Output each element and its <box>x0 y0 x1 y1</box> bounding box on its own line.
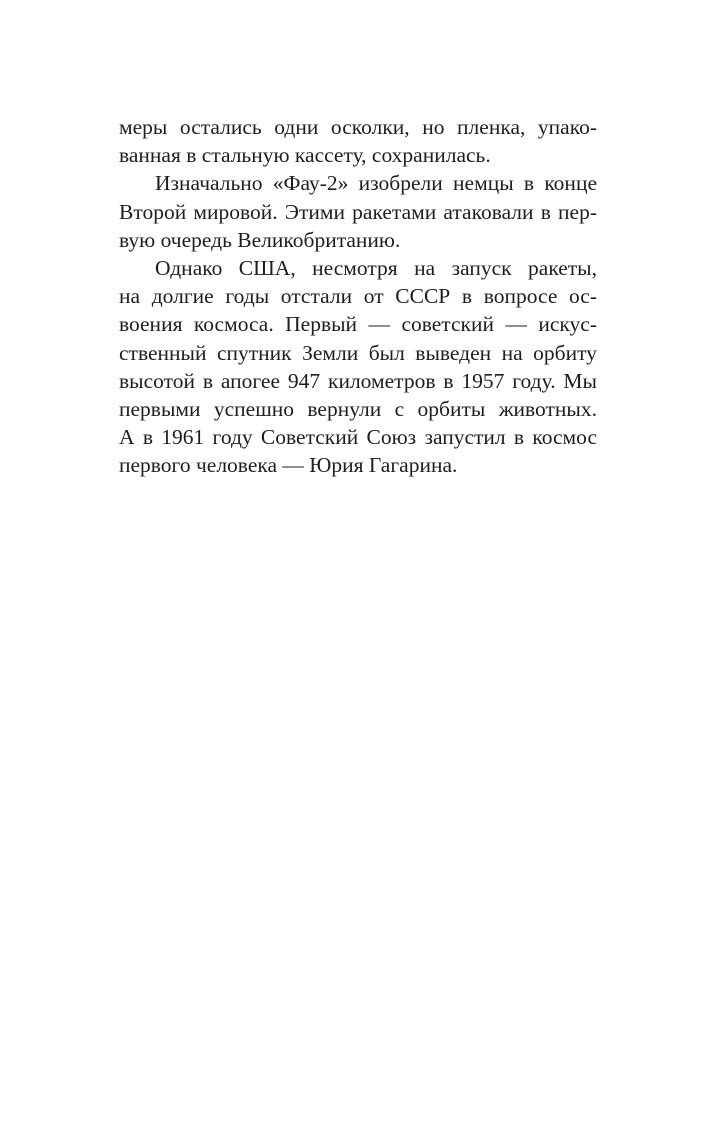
paragraph <box>119 113 597 169</box>
text-line: высотой в апогее 947 километров в 1957 году. Мы <box>119 368 597 393</box>
text-line: на долгие годы отстали от СССР в вопросе ос- <box>119 284 597 309</box>
text-line: Второй мировой. Этими ракетами атаковали в пер- <box>119 199 597 224</box>
text-line: Изначально «Фау-2» изобрели немцы в конце <box>155 171 597 196</box>
body-text <box>119 113 597 479</box>
text-line: ванная в стальную кассету, сохранилась. <box>119 143 491 168</box>
text-line: вую очередь Великобританию. <box>119 227 401 252</box>
paragraph <box>119 254 597 480</box>
text-line: воения космоса. Первый — советский — искус- <box>119 312 597 337</box>
text-line: ственный спутник Земли был выведен на орбиту <box>119 340 597 365</box>
text-line: меры остались одни осколки, но пленка, упако- <box>119 115 597 139</box>
text-line: первого человека — Юрия Гагарина. <box>119 453 458 478</box>
text-line: Однако США, несмотря на запуск ракеты, <box>155 255 597 280</box>
paragraph <box>119 169 597 254</box>
text-line: первыми успешно вернули с орбиты животных. <box>119 396 597 421</box>
text-line: А в 1961 году Советский Союз запустил в космос <box>119 425 597 450</box>
